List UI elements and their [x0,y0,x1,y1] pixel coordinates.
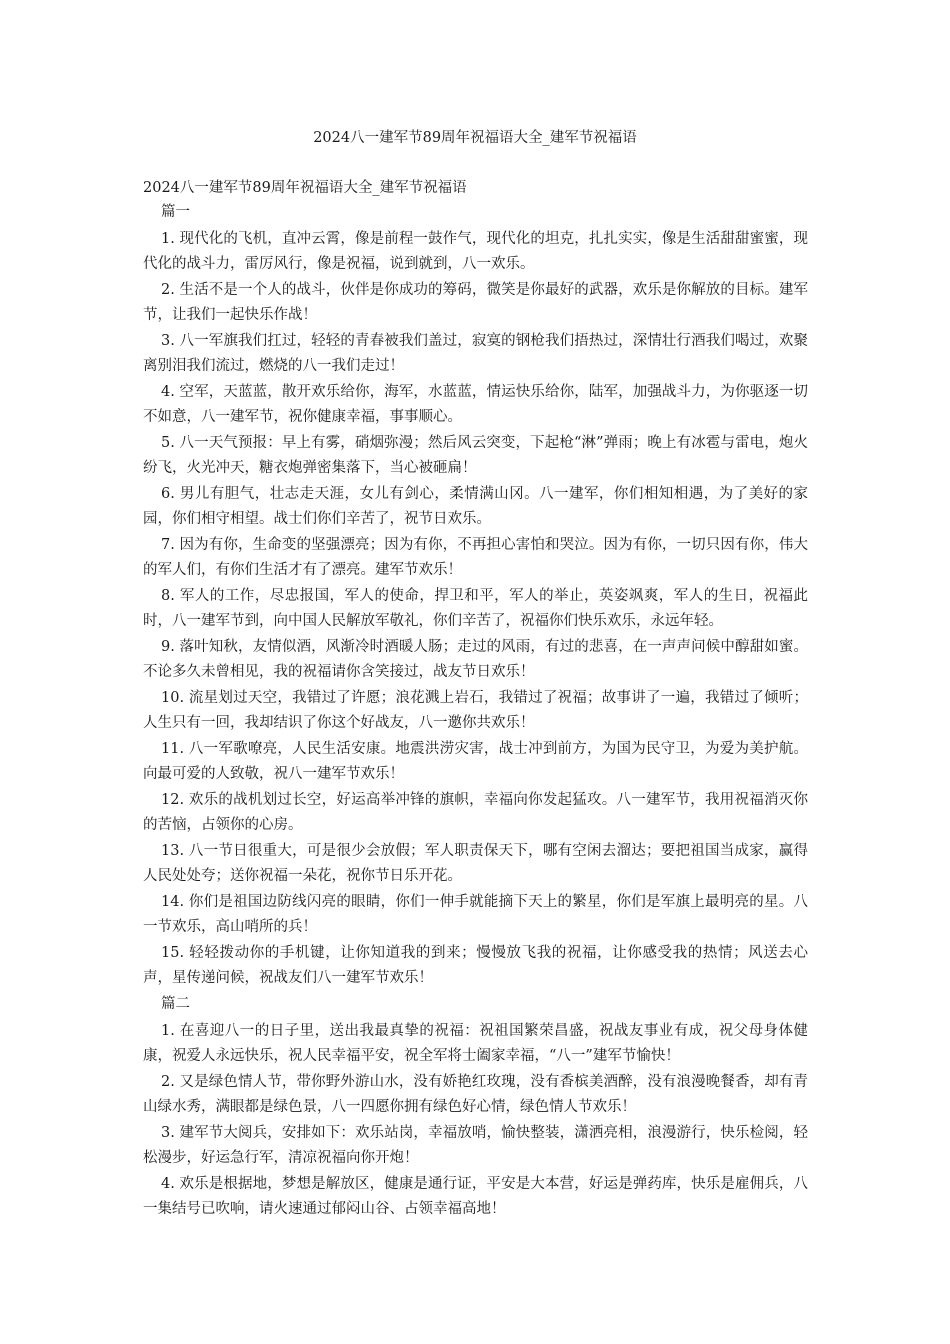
paragraph: 13. 八一节日很重大，可是很少会放假；军人职责保天下，哪有空闲去溜达；要把祖国当成家，赢得人民处处夸；送你祝福一朵花，祝你节日乐开花。 [143,843,808,884]
section-heading: 篇二 [161,996,190,1012]
document-body [143,178,808,1223]
paragraph: 3. 建军节大阅兵，安排如下：欢乐站岗，幸福放哨，愉快整装，潇洒亮相，浪漫游行，快乐检阅，轻松漫步，好运急行军，清凉祝福向你开炮！ [143,1125,808,1166]
paragraph: 9. 落叶知秋，友情似酒，风渐冷时酒暖人肠；走过的风雨，有过的悲喜，在一声声问候中醇甜如蜜。不论多久未曾相见，我的祝福请你含笑接过，战友节日欢乐！ [143,639,808,680]
paragraph: 6. 男儿有胆气，壮志走天涯，女儿有剑心，柔情满山冈。八一建军，你们相知相遇，为了美好的家园，你们相守相望。战士们你们辛苦了，祝节日欢乐。 [143,486,808,527]
paragraph: 12. 欢乐的战机划过长空，好运高举冲锋的旗帜，幸福向你发起猛攻。八一建军节，我用祝福消灭你的苦恼，占领你的心房。 [143,792,808,833]
paragraph: 1. 现代化的飞机，直冲云霄，像是前程一鼓作气，现代化的坦克，扎扎实实，像是生活甜甜蜜蜜，现代化的战斗力，雷厉风行，像是祝福，说到就到，八一欢乐。 [143,231,808,272]
paragraph: 1. 在喜迎八一的日子里，送出我最真挚的祝福：祝祖国繁荣昌盛，祝战友事业有成，祝父母身体健康，祝爱人永远快乐，祝人民幸福平安，祝全军将士阖家幸福，“八一”建军节愉快！ [143,1023,808,1064]
paragraph: 4. 欢乐是根据地，梦想是解放区，健康是通行证，平安是大本营，好运是弹药库，快乐是雇佣兵，八一集结号已吹响，请火速通过郁闷山谷、占领幸福高地！ [143,1176,808,1217]
section-2 [143,994,808,1221]
paragraph: 2. 又是绿色情人节，带你野外游山水，没有娇艳红玫瑰，没有香槟美酒醉，没有浪漫晚餐香，却有青山绿水秀，满眼都是绿色景，八一四愿你拥有绿色好心情，绿色情人节欢乐！ [143,1074,808,1115]
document-subtitle: 2024八一建军节89周年祝福语大全_建军节祝福语 [143,180,467,196]
paragraph: 15. 轻轻拨动你的手机键，让你知道我的到来；慢慢放飞我的祝福，让你感受我的热情；风送去心声，星传递问候，祝战友们八一建军节欢乐！ [143,945,808,986]
paragraph: 2. 生活不是一个人的战斗，伙伴是你成功的筹码，微笑是你最好的武器，欢乐是你解放的目标。建军节，让我们一起快乐作战！ [143,282,808,323]
paragraph: 8. 军人的工作，尽忠报国，军人的使命，捍卫和平，军人的举止，英姿飒爽，军人的生日，祝福此时，八一建军节到，向中国人民解放军敬礼，你们辛苦了，祝福你们快乐欢乐，永远年轻。 [143,588,808,629]
section-1 [143,202,808,990]
section-heading: 篇一 [161,204,190,220]
paragraph: 3. 八一军旗我们扛过，轻轻的青春被我们盖过，寂寞的钢枪我们捂热过，深情壮行酒我们喝过，欢聚离别泪我们流过，燃烧的八一我们走过！ [143,333,808,374]
paragraph: 11. 八一军歌嘹亮，人民生活安康。地震洪涝灾害，战士冲到前方，为国为民守卫，为爱为美护航。向最可爱的人致敬，祝八一建军节欢乐！ [143,741,808,782]
paragraph: 10. 流星划过天空，我错过了许愿；浪花溅上岩石，我错过了祝福；故事讲了一遍，我错过了倾听；人生只有一回，我却结识了你这个好战友，八一邀你共欢乐！ [143,690,808,731]
paragraph: 5. 八一天气预报：早上有雾，硝烟弥漫；然后风云突变，下起枪“淋”弹雨；晚上有冰雹与雷电，炮火纷飞，火光冲天，糖衣炮弹密集落下，当心被砸扁！ [143,435,808,476]
document-title: 2024八一建军节89周年祝福语大全_建军节祝福语 [313,130,637,146]
paragraph: 4. 空军，天蓝蓝，散开欢乐给你，海军，水蓝蓝，情运快乐给你，陆军，加强战斗力，为你驱逐一切不如意，八一建军节，祝你健康幸福，事事顺心。 [143,384,808,425]
paragraph: 14. 你们是祖国边防线闪亮的眼睛，你们一伸手就能摘下天上的繁星，你们是军旗上最明亮的星。八一节欢乐，高山哨所的兵！ [143,894,808,935]
paragraph: 7. 因为有你，生命变的坚强漂亮；因为有你，不再担心害怕和哭泣。因为有你，一切只因有你，伟大的军人们，有你们生活才有了漂亮。建军节欢乐！ [143,537,808,578]
